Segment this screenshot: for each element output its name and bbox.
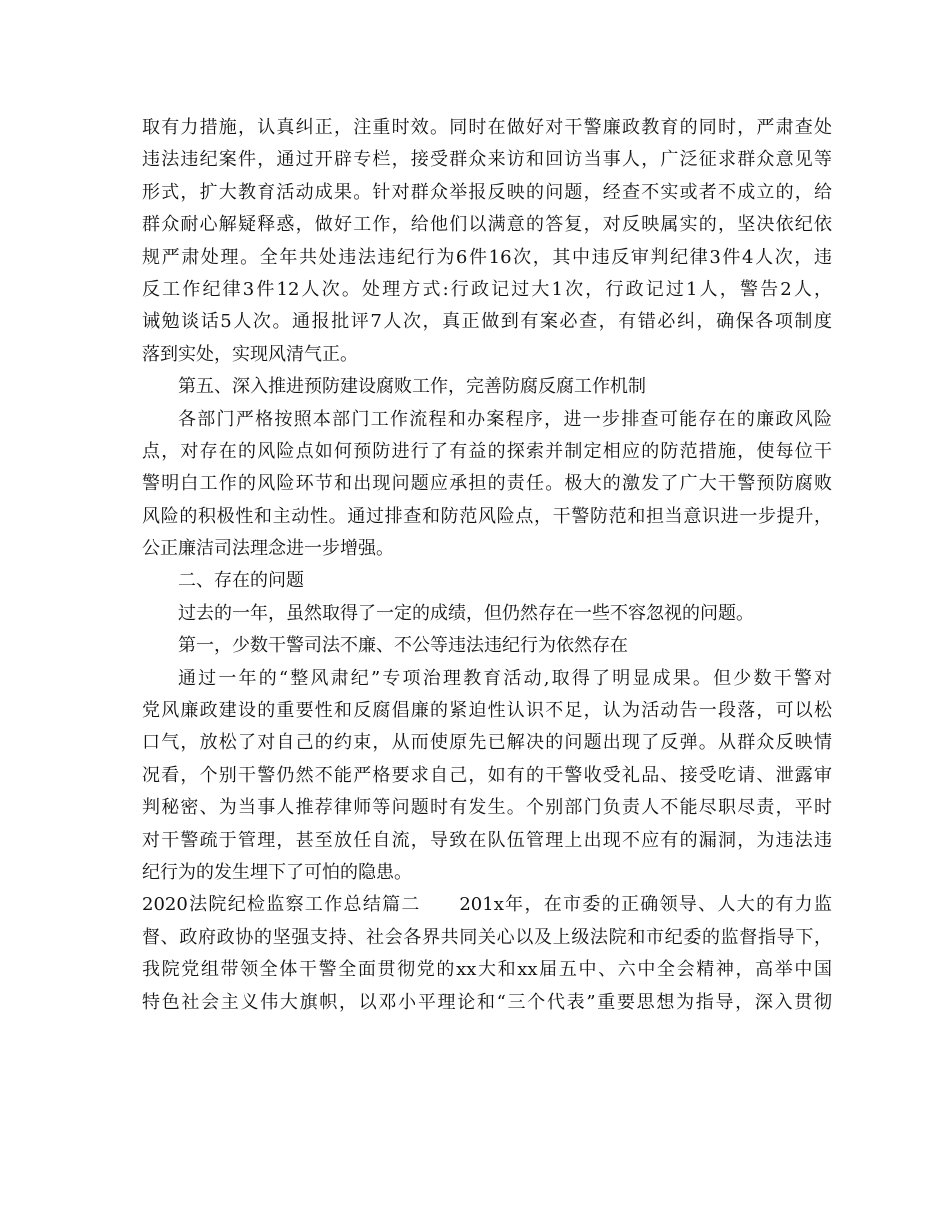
- text-line: 形式，扩大教育活动成果。针对群众举报反映的问题，经查不实或者不成立的，给: [142, 181, 832, 203]
- text-line: 诫勉谈话5人次。通报批评7人次，真正做到有案必查，有错必纠，确保各项制度: [142, 311, 832, 333]
- text-line: 警明白工作的风险环节和出现问题应承担的责任。极大的激发了广大干警预防腐败: [142, 473, 832, 495]
- text-line: 取有力措施，认真纠正，注重时效。同时在做好对干警廉政教育的同时，严肃查处: [142, 117, 832, 138]
- text-line: 特色社会主义伟大旗帜，以邓小平理论和“三个代表”重要思想为指导，深入贯彻: [142, 991, 832, 1013]
- text-line: 督、政府政协的坚强支持、社会各界共同关心以及上级法院和市纪委的监督指导下，: [142, 926, 832, 948]
- section-heading: 第一，少数干警司法不廉、不公等违法违纪行为依然存在: [178, 635, 628, 657]
- document-body: [142, 112, 832, 1019]
- text-line: 落到实处，实现风清气正。: [142, 343, 358, 365]
- text-line: 口气，放松了对自己的约束，从而使原先已解决的问题出现了反弹。从群众反映情: [142, 732, 832, 754]
- text-line: 违法违纪案件，通过开辟专栏，接受群众来访和回访当事人，广泛征求群众意见等: [142, 149, 832, 171]
- text-line: 党风廉政建设的重要性和反腐倡廉的紧迫性认识不足，认为活动告一段落，可以松: [142, 700, 832, 722]
- section-heading: 二、存在的问题: [178, 570, 304, 592]
- text-line: 各部门严格按照本部门工作流程和办案程序，进一步排查可能存在的廉政风险: [178, 408, 832, 430]
- text-line: 2020法院纪检监察工作总结篇二 201x年，在市委的正确领导、人大的有力监: [142, 894, 832, 916]
- text-line: 群众耐心解疑释惑，做好工作，给他们以满意的答复，对反映属实的，坚决依纪依: [142, 214, 832, 236]
- section-heading: 第五、深入推进预防建设腐败工作，完善防腐反腐工作机制: [178, 376, 646, 398]
- text-line: 判秘密、为当事人推荐律师等问题时有发生。个别部门负责人不能尽职尽责，平时: [142, 797, 832, 819]
- text-line: 风险的积极性和主动性。通过排查和防范风险点，干警防范和担当意识进一步提升，: [142, 505, 832, 527]
- text-line: 纪行为的发生埋下了可怕的隐患。: [142, 861, 412, 883]
- text-line: 过去的一年，虽然取得了一定的成绩，但仍然存在一些不容忽视的问题。: [178, 602, 754, 624]
- text-line: 对干警疏于管理，甚至放任自流，导致在队伍管理上出现不应有的漏洞，为违法违: [142, 829, 832, 851]
- text-line: 通过一年的“整风肃纪”专项治理教育活动,取得了明显成果。但少数干警对: [178, 667, 832, 689]
- text-line: 公正廉洁司法理念进一步增强。: [142, 538, 394, 560]
- text-line: 况看，个别干警仍然不能严格要求自己，如有的干警收受礼品、接受吃请、泄露审: [142, 764, 832, 786]
- text-line: 反工作纪律3件12人次。处理方式:行政记过大1次，行政记过1人，警告2人，: [142, 278, 832, 300]
- text-line: 我院党组带领全体干警全面贯彻党的xx大和xx届五中、六中全会精神，高举中国: [142, 959, 832, 981]
- text-line: 规严肃处理。全年共处违法违纪行为6件16次，其中违反审判纪律3件4人次，违: [142, 246, 832, 268]
- text-line: 点，对存在的风险点如何预防进行了有益的探索并制定相应的防范措施，使每位干: [142, 440, 832, 462]
